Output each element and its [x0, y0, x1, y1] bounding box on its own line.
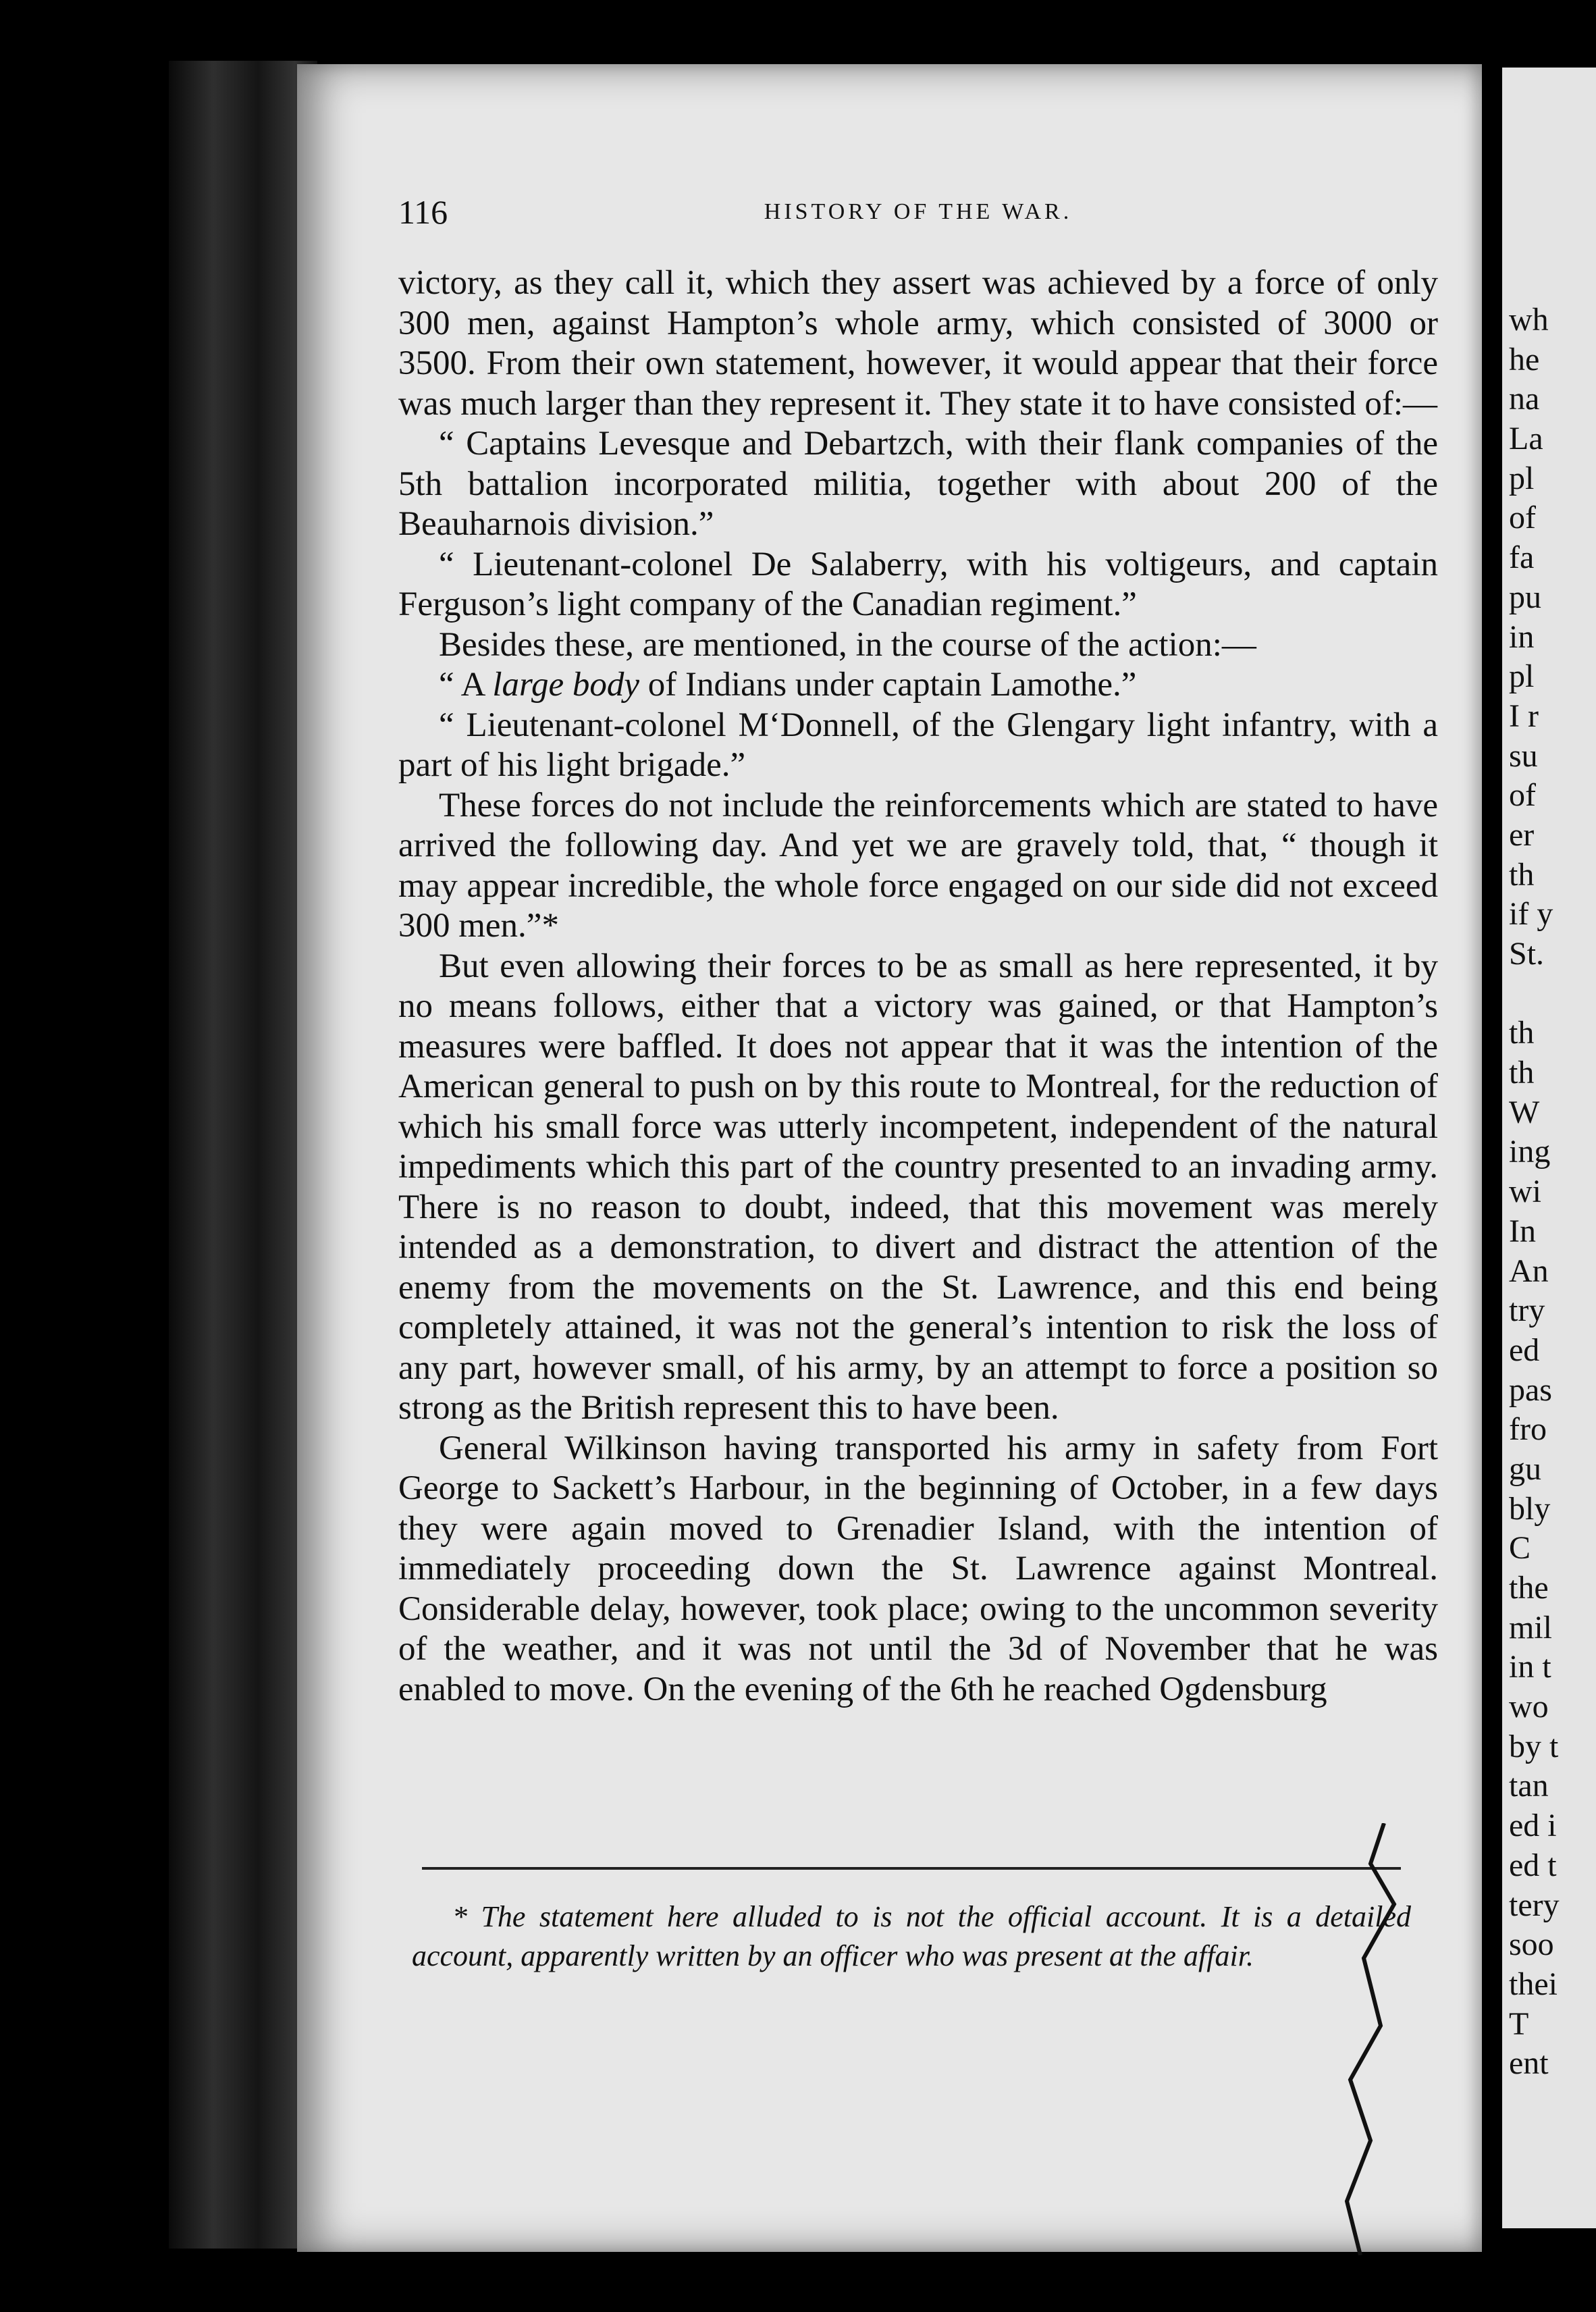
paragraph: “ Captains Levesque and Debartzch, with their flank companies of the 5th battalion incorporated militia, together with about 200 of the Beauharnois division.” [398, 425, 1438, 543]
running-head: HISTORY OF THE WAR. [764, 199, 1073, 224]
book-spine [169, 61, 317, 2249]
paragraph: General Wilkinson having transported his army in safety from Fort George to Sackett’s Harbour, in the beginning of October, in a few days they were again moved to Grenadier Island, with the intention of immediately proceeding down the St. Lawrence against Montreal. Considerable delay, however, took place; owing to the uncommon severity of the weather, and it was not until the 3d of November that he was enabled to move. On the evening of the 6th he reached Ogdensburg [398, 1429, 1438, 1708]
footnote-text: * The statement here alluded to is not the official account. It is a detailed account, apparently written by an officer who was present at the affair. [412, 1900, 1411, 1972]
facing-page-line: I r [1509, 698, 1539, 734]
facing-page-line: pl [1509, 460, 1535, 496]
facing-page-line: St. [1509, 936, 1545, 972]
facing-page-line: er [1509, 816, 1535, 853]
facing-page-line: tery [1509, 1887, 1560, 1923]
facing-page-fragment [1502, 68, 1596, 2228]
paragraph: “ Lieutenant-colonel M‘Donnell, of the Glengary light infantry, with a part of his light brigade.” [398, 706, 1438, 784]
facing-page-line: gu [1509, 1450, 1541, 1487]
facing-page-line: the [1509, 1570, 1549, 1606]
facing-page-line: C [1509, 1530, 1531, 1567]
quote-open: “ A [439, 666, 484, 704]
quote-rest: of Indians under captain Lamothe.” [647, 666, 1137, 704]
facing-page-line: soo [1509, 1926, 1554, 1963]
facing-page-line: An [1509, 1253, 1549, 1289]
facing-page-line: wh [1509, 302, 1549, 338]
facing-page-line: wo [1509, 1689, 1549, 1725]
facing-page-line: ent [1509, 2045, 1549, 2082]
page-tear [1344, 1823, 1404, 2255]
facing-page-line: ed i [1509, 1808, 1557, 1844]
facing-page-line: pl [1509, 658, 1535, 695]
facing-page-text [1502, 68, 1596, 2084]
facing-page-line: fa [1509, 540, 1535, 576]
facing-page-line: La [1509, 421, 1543, 457]
facing-page-line: th [1509, 1055, 1535, 1091]
facing-page-line: th [1509, 1015, 1535, 1051]
facing-page-line: ed [1509, 1332, 1540, 1368]
facing-page-line: pas [1509, 1371, 1552, 1408]
facing-page-line: W [1509, 1094, 1540, 1130]
facing-page-line [1509, 974, 1596, 1014]
facing-page-line: thei [1509, 1966, 1558, 2002]
facing-page-line: if y [1509, 896, 1553, 932]
facing-page-line: of [1509, 777, 1536, 814]
facing-page-line: in t [1509, 1649, 1551, 1685]
page-number: 116 [398, 193, 448, 231]
facing-page-line: mil [1509, 1609, 1553, 1646]
facing-page-line: he [1509, 341, 1540, 377]
facing-page-line: of [1509, 500, 1536, 536]
facing-page-line: In [1509, 1213, 1536, 1249]
body-text [398, 263, 1438, 1710]
facing-page-line: in [1509, 619, 1535, 655]
facing-page-line: bly [1509, 1490, 1551, 1527]
facing-page-line: by t [1509, 1728, 1559, 1764]
facing-page-line: pu [1509, 579, 1541, 615]
facing-page-line: ed t [1509, 1847, 1557, 1883]
facing-page-line: fro [1509, 1411, 1547, 1448]
facing-page-line: na [1509, 381, 1540, 417]
facing-page-line: try [1509, 1292, 1545, 1329]
paragraph: These forces do not include the reinforcements which are stated to have arrived the following day. And yet we are gravely told, that, “ though it may appear incredible, the whole force engaged on our side did not exceed 300 men.”* [398, 786, 1438, 945]
footnote-rule [422, 1867, 1401, 1870]
facing-page-line: T [1509, 2005, 1529, 2042]
paragraph: “ Lieutenant-colonel De Salaberry, with his voltigeurs, and captain Ferguson’s light company of the Canadian regiment.” [398, 545, 1438, 623]
emphasis: large body [492, 666, 639, 704]
paragraph: victory, as they call it, which they assert was achieved by a force of only 300 men, against Hampton’s whole army, which consisted of 3000 or 3500. From their own statement, however, it would appear that their force was much larger than they represent it. They state it to have consisted of:— [398, 264, 1438, 423]
facing-page-line: th [1509, 856, 1535, 893]
paragraph: But even allowing their forces to be as small as here represented, it by no means follows, either that a victory was gained, or that Hampton’s measures were baffled. It does not appear that it was the intention of the American general to push on by this route to Montreal, for the reduction of which his small force was utterly incompetent, independent of the natural impediments which this part of the country presented to an invading army. There is no reason to doubt, indeed, that this movement was merely intended as a demonstration, to divert and distract the attention of the enemy from the movements on the St. Lawrence, and this end being completely attained, it was not the general’s intention to risk the loss of any part, however small, of his army, by an attempt to force a position so strong as the British represent this to have been. [398, 947, 1438, 1427]
facing-page-line: wi [1509, 1174, 1541, 1210]
facing-page-line: ing [1509, 1134, 1551, 1170]
footnote [412, 1897, 1411, 1976]
page-header [398, 192, 1438, 233]
facing-page-line: su [1509, 737, 1538, 774]
facing-page-line: tan [1509, 1768, 1549, 1804]
paragraph: Besides these, are mentioned, in the course of the action:— [439, 625, 1256, 664]
paragraph [398, 665, 1438, 706]
